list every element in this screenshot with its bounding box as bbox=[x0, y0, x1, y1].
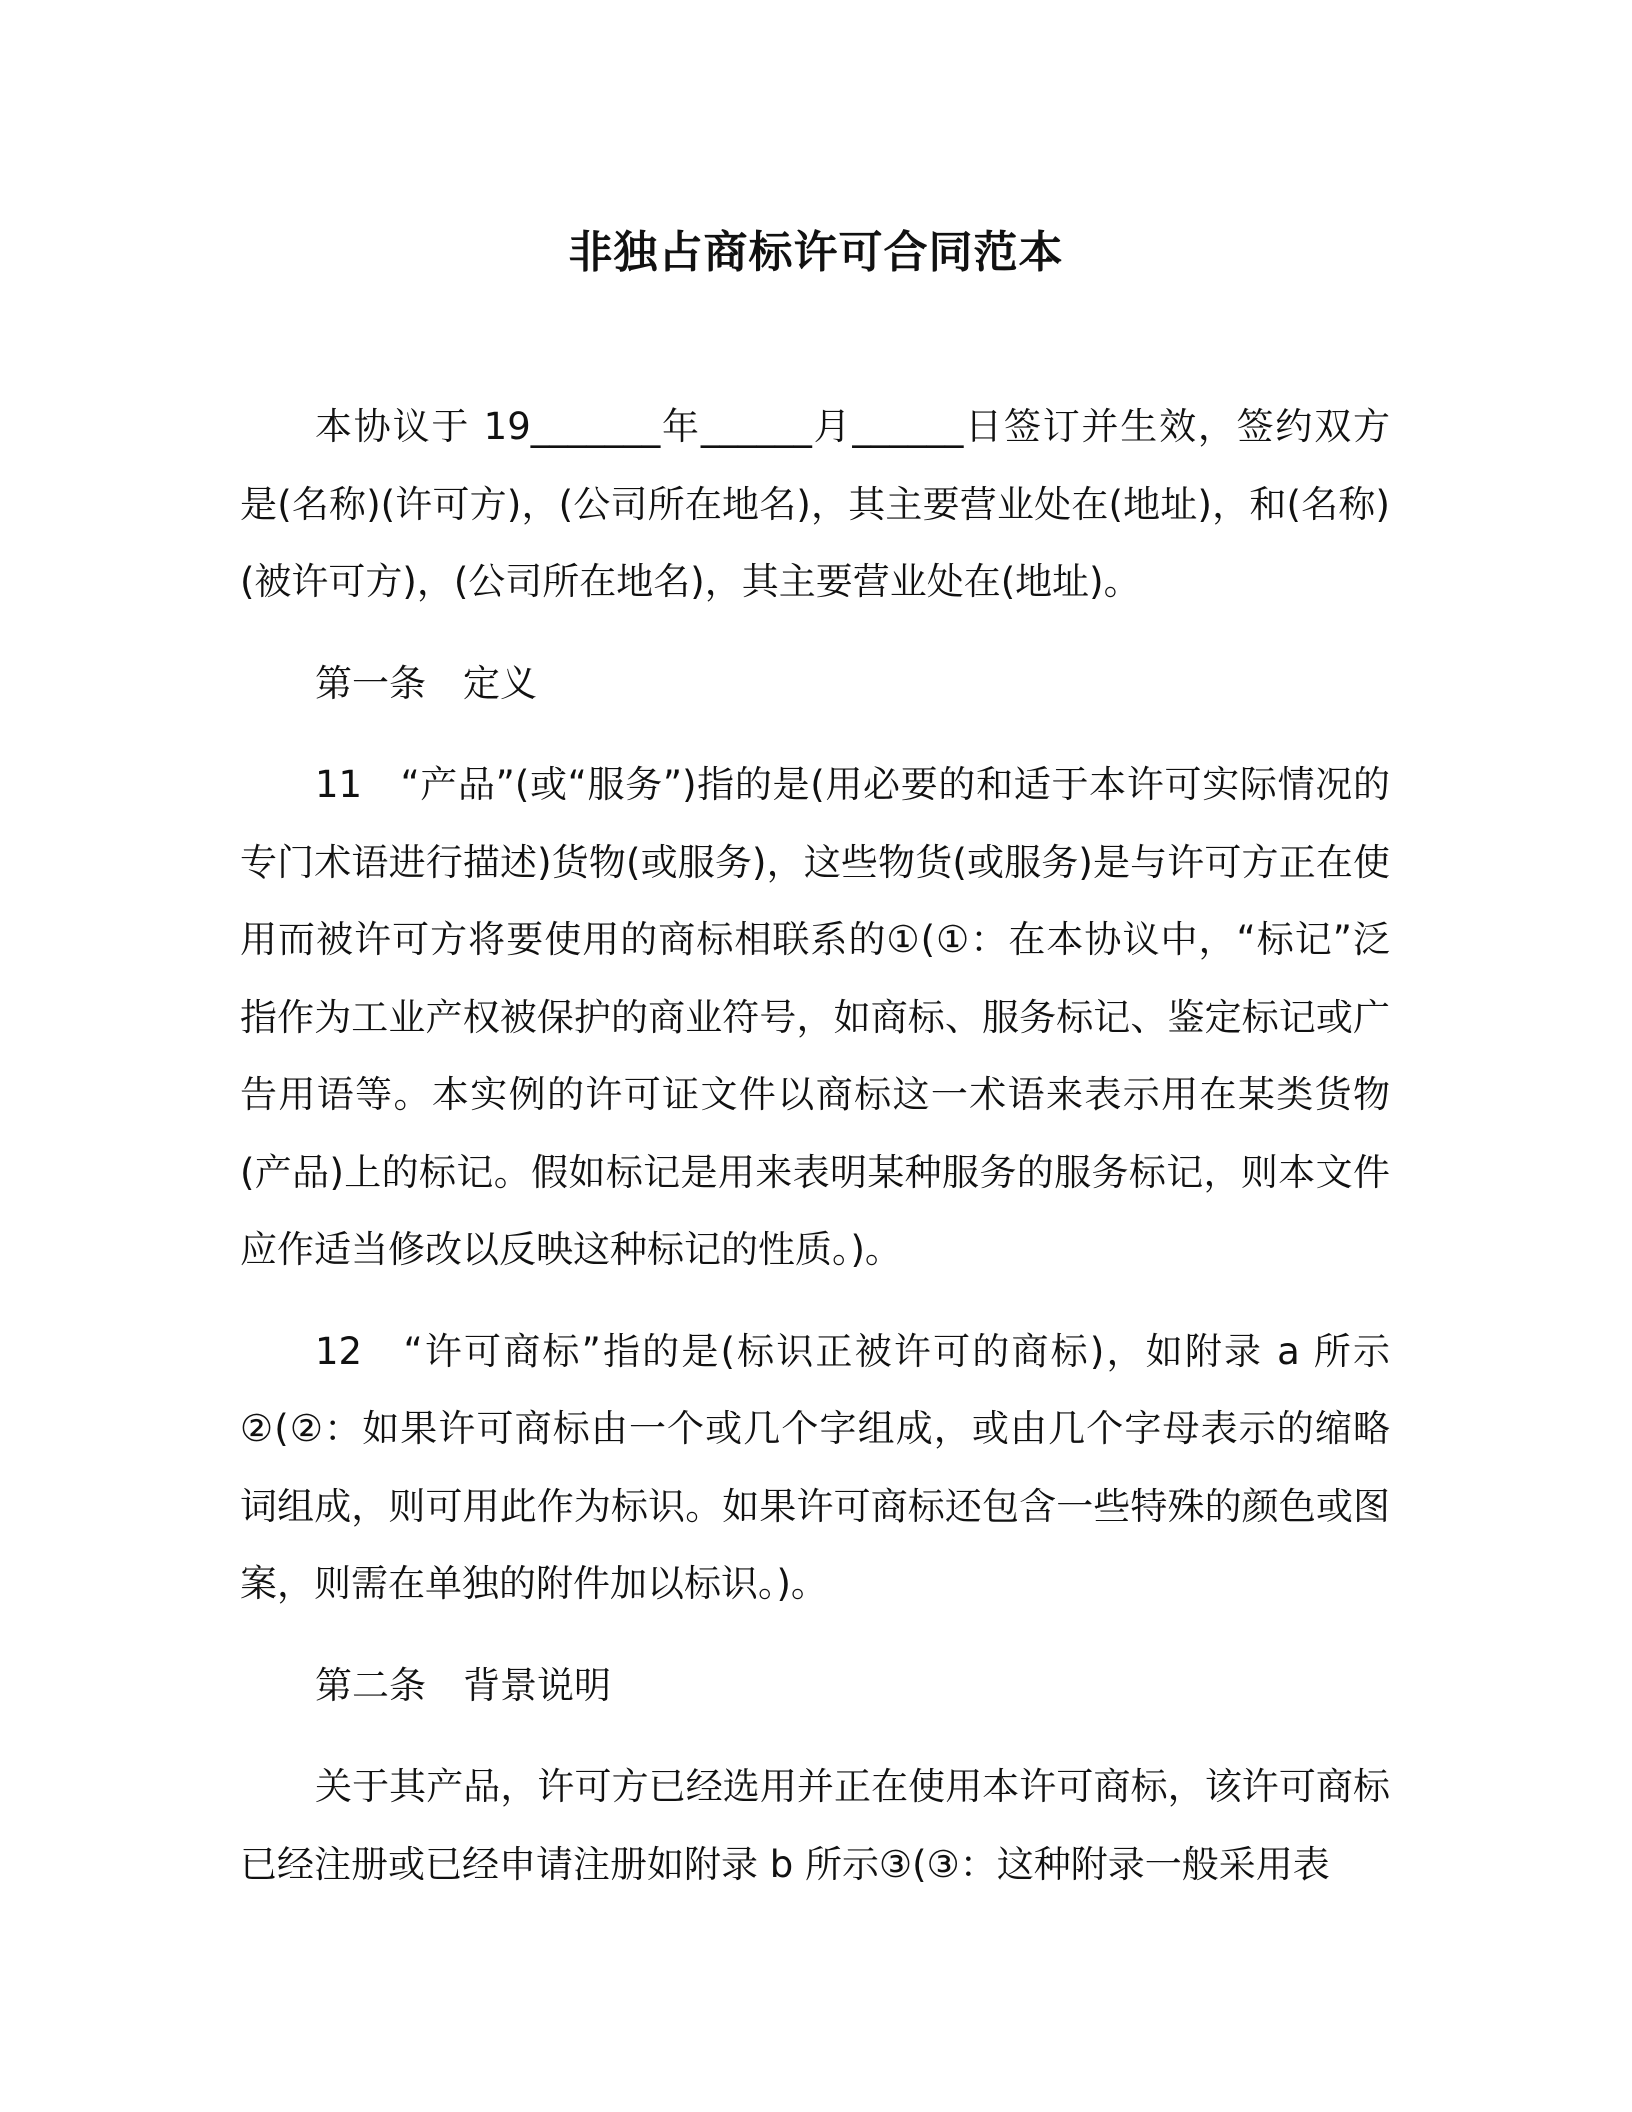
document-title: 非独占商标许可合同范本 bbox=[568, 227, 1064, 278]
intro-paragraph: 本协议于 19_______年______月______日签订并生效，签约双方是(名称)(许可方)，(公司所在地名)，其主要营业处在(地址)，和(名称)(被许可方)，(公司所在地名)，其主要营业处在(地址)。 bbox=[240, 405, 1390, 603]
document-body bbox=[240, 388, 1390, 1903]
article-1-heading: 第一条 定义 bbox=[315, 661, 537, 705]
clause-1-1-paragraph: 11 “产品”(或“服务”)指的是(用必要的和适于本许可实际情况的专门术语进行描述)货物(或服务)，这些物货(或服务)是与许可方正在使用而被许可方将要使用的商标相联系的①(①：在本协议中，“标记”泛指作为工业产权被保护的商业符号，如商标、服务标记、鉴定标记或广告用语等。本实例的许可证文件以商标这一术语来表示用在某类货物(产品)上的标记。假如标记是用来表明某种服务的服务标记，则本文件应作适当修改以反映这种标记的性质。)。 bbox=[240, 763, 1390, 1271]
article-2-heading: 第二条 背景说明 bbox=[315, 1663, 611, 1707]
background-paragraph: 关于其产品，许可方已经选用并正在使用本许可商标，该许可商标已经注册或已经申请注册如附录 b 所示③(③：这种附录一般采用表 bbox=[240, 1765, 1390, 1886]
clause-1-2-paragraph: 12 “许可商标”指的是(标识正被许可的商标)，如附录 a 所示②(②：如果许可商标由一个或几个字组成，或由几个字母表示的缩略词组成，则可用此作为标识。如果许可商标还包含一些特殊的颜色或图案，则需在单独的附件加以标识。)。 bbox=[240, 1329, 1390, 1605]
